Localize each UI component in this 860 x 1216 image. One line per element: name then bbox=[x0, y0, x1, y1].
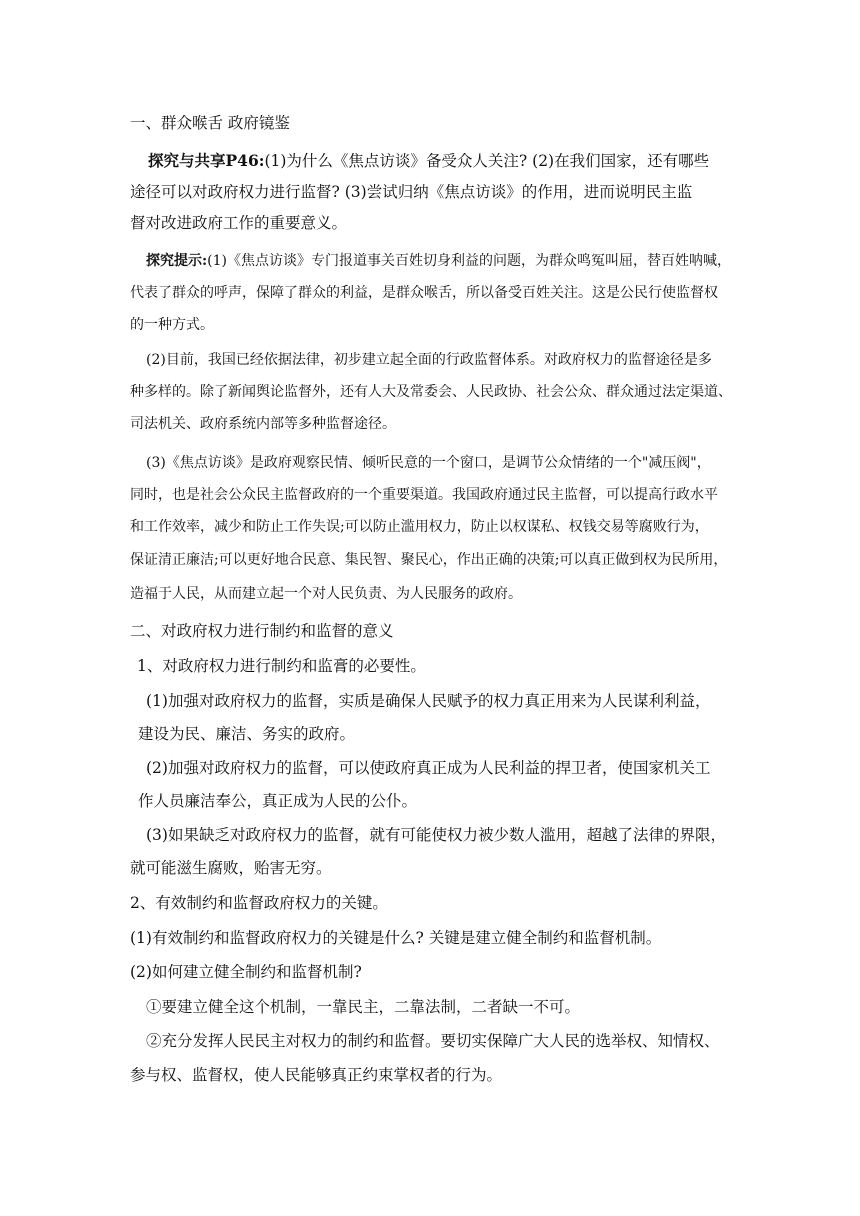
answer-2-line-2: 参与权、监督权，使人民能够真正约束掌权者的行为。 bbox=[130, 1066, 503, 1084]
hint-line-7: (3)《焦点访谈》是政府观察民情、倾听民意的一个窗口，是调节公众情绪的一个"减压阀"， bbox=[146, 455, 711, 471]
hint-line-8: 同时，也是社会公众民主监督政府的一个重要渠道。我国政府通过民主监督，可以提高行政水平 bbox=[130, 487, 718, 503]
question-how: (2)如何建立健全制约和监督机制? bbox=[130, 963, 362, 981]
section-heading-2: 二、对政府权力进行制约和监督的意义 bbox=[130, 622, 394, 640]
question-key: (1)有效制约和监督政府权力的关键是什么? 关键是建立健全制约和监督机制。 bbox=[130, 929, 662, 947]
point-2-line-1: (2)加强对政府权力的监督，可以使政府真正成为人民利益的捍卫者，使国家机关工 bbox=[146, 759, 711, 777]
point-3-line-2: 就可能滋生腐败，贻害无穷。 bbox=[130, 859, 332, 877]
subsection-2: 2、有效制约和监督政府权力的关键。 bbox=[130, 894, 388, 912]
subsection-1: 1、对政府权力进行制约和监膏的必要性。 bbox=[137, 657, 426, 675]
hint-line-5: 种多样的。除了新闻舆论监督外，还有人大及常委会、人民政协、社会公众、群众通过法定渠道、 bbox=[130, 384, 732, 400]
point-1-line-1: (1)加强对政府权力的监督，实质是确保人民赋予的权力真正用来为人民谋利利益， bbox=[146, 692, 711, 710]
question-line-3: 督对改进政府工作的重要意义。 bbox=[130, 214, 348, 232]
point-1-line-2: 建设为民、廉洁、务实的政府。 bbox=[138, 725, 356, 743]
point-2-line-2: 作人员廉洁奉公，真正成为人民的公仆。 bbox=[138, 792, 418, 810]
point-3-line-1: (3)如果缺乏对政府权力的监督，就有可能使权力被少数人滥用，超越了法律的界限， bbox=[146, 826, 726, 844]
hint-line-1 bbox=[146, 251, 731, 271]
question-line-1 bbox=[148, 151, 709, 171]
question-text-1: (1)为什么《焦点访谈》备受众人关注? (2)在我们国家，还有哪些 bbox=[264, 152, 710, 170]
hint-line-11: 造福于人民，从而建立起一个对人民负责、为人民服务的政府。 bbox=[130, 586, 522, 602]
answer-2-line-1: ②充分发挥人民民主对权力的制约和监督。要切实保障广大人民的选举权、知情权、 bbox=[146, 1032, 720, 1050]
hint-label: 探究提示: bbox=[146, 253, 208, 269]
question-line-2: 途径可以对政府权力进行监督? (3)尝试归纳《焦点访谈》的作用，进而说明民主监 bbox=[130, 183, 693, 201]
hint-line-6: 司法机关、政府系统内部等多种监督途径。 bbox=[130, 416, 396, 432]
answer-1: ①要建立健全这个机制，一靠民主，二靠法制，二者缺一不可。 bbox=[146, 998, 581, 1016]
hint-line-10: 保证清正廉洁;可以更好地合民意、集民智、聚民心，作出正确的决策;可以真正做到权为民所用， bbox=[130, 552, 728, 568]
question-label: 探究与共享P46: bbox=[148, 151, 265, 170]
hint-text-1: (1)《焦点访谈》专门报道事关百姓切身利益的问题，为群众鸣冤叫屈，替百姓呐喊， bbox=[207, 253, 732, 269]
hint-line-3: 的一种方式。 bbox=[130, 317, 214, 333]
hint-line-2: 代表了群众的呼声，保障了群众的利益，是群众喉舌，所以备受百姓关注。这是公民行使监督权 bbox=[130, 285, 718, 301]
hint-line-9: 和工作效率，减少和防止工作失误;可以防止滥用权力，防止以权谋私、权钱交易等腐败行为， bbox=[130, 519, 709, 535]
hint-line-4: (2)目前，我国已经依据法律，初步建立起全面的行政监督体系。对政府权力的监督途径是多 bbox=[146, 352, 712, 368]
section-heading-1: 一、群众喉舌 政府镜鉴 bbox=[130, 114, 290, 132]
